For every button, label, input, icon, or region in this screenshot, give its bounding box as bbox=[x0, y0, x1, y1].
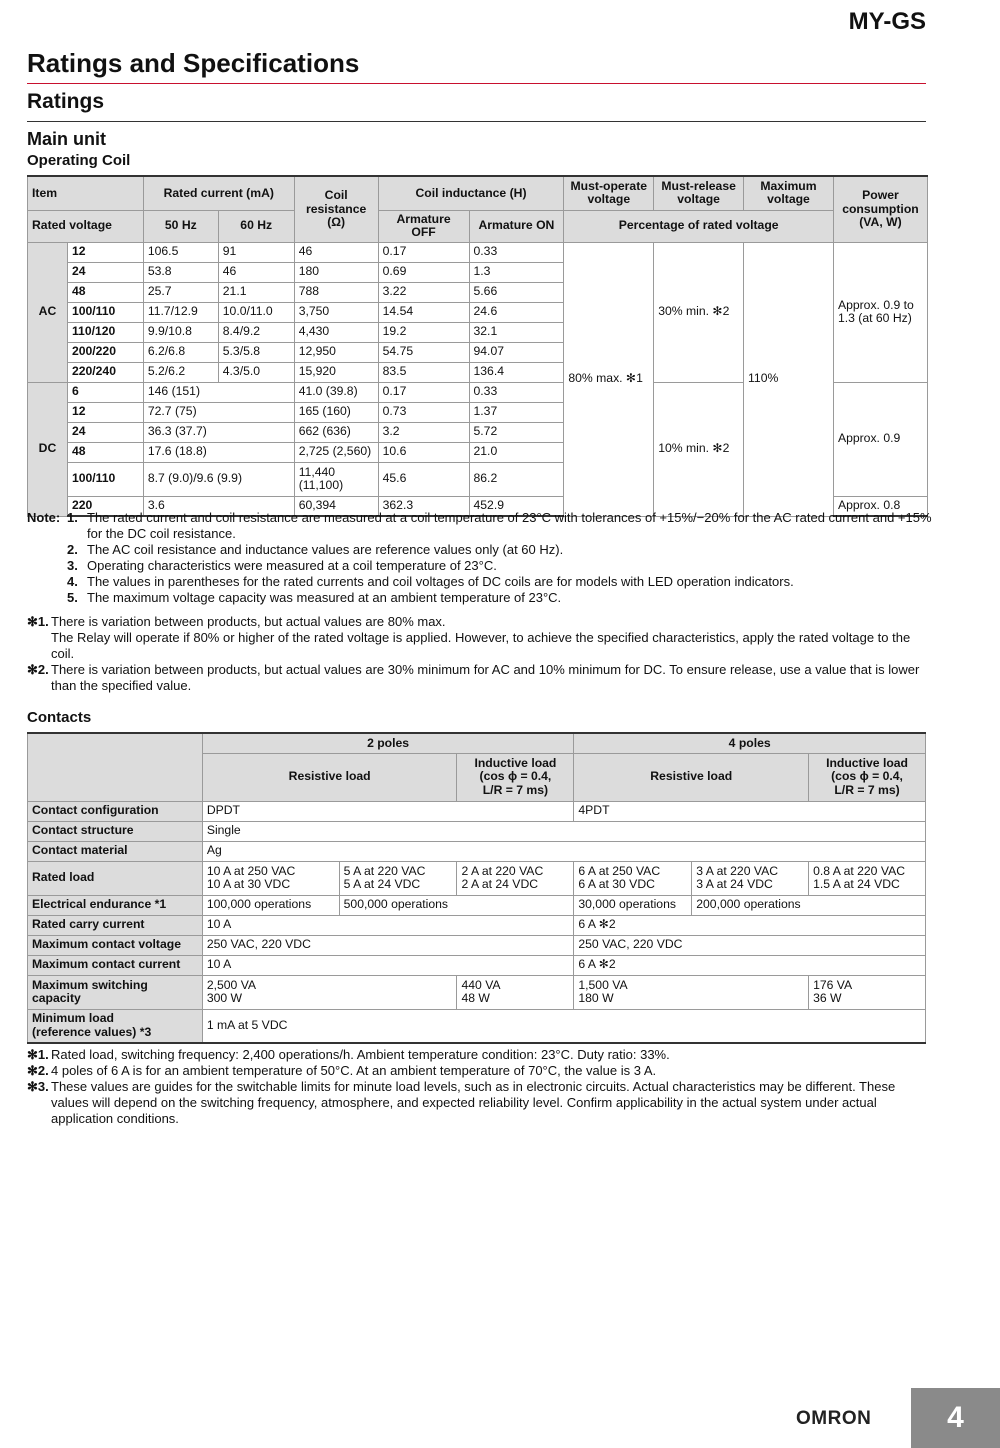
table-cell: 10 A bbox=[202, 955, 574, 975]
header-rated-current: Rated current (mA) bbox=[143, 176, 294, 210]
table-cell: Single bbox=[202, 821, 925, 841]
table-cell: 86.2 bbox=[469, 462, 564, 496]
cell-line: 1.5 A at 24 VDC bbox=[813, 877, 900, 891]
table-cell: 12 bbox=[67, 242, 143, 262]
table-cell bbox=[574, 861, 692, 895]
cell-line: 2,500 VA bbox=[206, 977, 257, 992]
table-cell: 0.73 bbox=[378, 402, 469, 422]
table-cell: 24 bbox=[67, 422, 143, 442]
footnote-mark: ✻1. bbox=[27, 614, 49, 629]
row-label-max-voltage: Maximum contact voltage bbox=[28, 935, 203, 955]
table-cell bbox=[692, 861, 809, 895]
table-cell: 14.54 bbox=[378, 302, 469, 322]
must-operate-value: 80% max. ✻1 bbox=[564, 242, 654, 516]
cell-line: 2 A at 220 VAC bbox=[461, 863, 544, 878]
table-cell: 48 bbox=[67, 442, 143, 462]
row-label-structure: Contact structure bbox=[28, 821, 203, 841]
note-text: The AC coil resistance and inductance values are reference values only (at 60 Hz). bbox=[87, 542, 564, 557]
cell-line: 48 W bbox=[461, 991, 490, 1005]
table-cell bbox=[809, 975, 926, 1009]
header-2poles: 2 poles bbox=[202, 733, 574, 753]
coil-table bbox=[27, 175, 928, 517]
table-cell: 106.5 bbox=[143, 242, 218, 262]
inductive-line: (cos ϕ = 0.4, bbox=[831, 769, 903, 784]
table-cell: 100/110 bbox=[67, 462, 143, 496]
note-label: Note: bbox=[27, 510, 61, 525]
table-cell: 1.3 bbox=[469, 262, 564, 282]
table-cell: 1.37 bbox=[469, 402, 564, 422]
header-percentage: Percentage of rated voltage bbox=[564, 210, 834, 242]
table-cell: 500,000 operations bbox=[339, 895, 574, 915]
inductive-line: L/R = 7 ms) bbox=[482, 782, 549, 797]
header-armature-on: Armature ON bbox=[469, 210, 564, 242]
footnote-mark: ✻2. bbox=[27, 1063, 49, 1078]
header-must-operate: Must-operate voltage bbox=[564, 176, 654, 210]
header-max-voltage: Maximum voltage bbox=[744, 176, 834, 210]
table-cell: 0.17 bbox=[378, 242, 469, 262]
table-cell: 10.6 bbox=[378, 442, 469, 462]
row-label-carry: Rated carry current bbox=[28, 915, 203, 935]
label-line: Minimum load bbox=[32, 1011, 114, 1026]
cell-line: 300 W bbox=[206, 991, 243, 1005]
dc-power-220-value: Approx. 0.8 bbox=[833, 496, 927, 516]
table-cell: 41.0 (39.8) bbox=[294, 382, 378, 402]
ac-power-value: Approx. 0.9 to 1.3 (at 60 Hz) bbox=[833, 242, 927, 382]
table-cell: 15,920 bbox=[294, 362, 378, 382]
inductive-line: L/R = 7 ms) bbox=[834, 782, 900, 797]
table-cell: 36.3 (37.7) bbox=[143, 422, 294, 442]
header-50hz: 50 Hz bbox=[143, 210, 218, 242]
ac-must-release-value: 30% min. ✻2 bbox=[654, 242, 744, 382]
table-cell: 94.07 bbox=[469, 342, 564, 362]
note-text: The rated current and coil resistance are measured at a coil temperature of 23°C with tolerances of +15%/−20% for the AC rated current and +15% for the DC coil resistance. bbox=[87, 510, 932, 541]
table-cell: 165 (160) bbox=[294, 402, 378, 422]
note-number: 3. bbox=[67, 558, 78, 573]
header-resistive-4p: Resistive load bbox=[574, 753, 809, 801]
row-label-switching bbox=[28, 975, 203, 1009]
table-cell: 10 A bbox=[202, 915, 574, 935]
table-cell: 0.69 bbox=[378, 262, 469, 282]
page-title: Ratings and Specifications bbox=[27, 48, 360, 78]
table-cell: 0.33 bbox=[469, 382, 564, 402]
table-cell: 4PDT bbox=[574, 801, 926, 821]
table-cell: 48 bbox=[67, 282, 143, 302]
table-cell bbox=[457, 975, 574, 1009]
table-cell: 17.6 (18.8) bbox=[143, 442, 294, 462]
table-cell: 136.4 bbox=[469, 362, 564, 382]
table-cell: 250 VAC, 220 VDC bbox=[202, 935, 574, 955]
inductive-line: (cos ϕ = 0.4, bbox=[479, 769, 552, 784]
table-cell: 11,440 (11,100) bbox=[294, 462, 378, 496]
header-must-release: Must-release voltage bbox=[654, 176, 744, 210]
cell-line: 6 A at 250 VAC bbox=[578, 863, 661, 878]
table-cell: 5.2/6.2 bbox=[143, 362, 218, 382]
note-text: Operating characteristics were measured at a coil temperature of 23°C. bbox=[87, 558, 497, 573]
inductive-line: Inductive load bbox=[826, 755, 909, 770]
table-cell: 4,430 bbox=[294, 322, 378, 342]
table-cell: 100,000 operations bbox=[202, 895, 339, 915]
table-cell: 3.6 bbox=[143, 496, 294, 516]
table-cell: 200/220 bbox=[67, 342, 143, 362]
table-cell: 362.3 bbox=[378, 496, 469, 516]
table-cell: 24 bbox=[67, 262, 143, 282]
table-cell: 250 VAC, 220 VDC bbox=[574, 935, 926, 955]
table-cell: 4.3/5.0 bbox=[218, 362, 294, 382]
table-cell: 452.9 bbox=[469, 496, 564, 516]
table-cell: 180 bbox=[294, 262, 378, 282]
table-cell: 54.75 bbox=[378, 342, 469, 362]
table-cell: 32.1 bbox=[469, 322, 564, 342]
page-number: 4 bbox=[911, 1388, 1000, 1448]
inductive-line: Inductive load bbox=[474, 755, 557, 770]
note-number: 5. bbox=[67, 590, 78, 605]
header-inductive-4p bbox=[809, 753, 926, 801]
dc-power-value: Approx. 0.9 bbox=[833, 382, 927, 496]
footnote-text: Rated load, switching frequency: 2,400 operations/h. Ambient temperature condition: 23°C. Duty ratio: 33%. bbox=[51, 1047, 670, 1062]
table-cell: 10.0/11.0 bbox=[218, 302, 294, 322]
omron-logo: OMRON bbox=[796, 1408, 872, 1429]
table-cell: 25.7 bbox=[143, 282, 218, 302]
table-cell: 220 bbox=[67, 496, 143, 516]
dc-label: DC bbox=[28, 382, 68, 516]
cell-line: 36 W bbox=[813, 991, 842, 1005]
table-cell: 6.2/6.8 bbox=[143, 342, 218, 362]
table-cell: 45.6 bbox=[378, 462, 469, 496]
table-cell: 2,725 (2,560) bbox=[294, 442, 378, 462]
note-number: 4. bbox=[67, 574, 78, 589]
label-line: capacity bbox=[32, 991, 81, 1005]
dc-must-release-value: 10% min. ✻2 bbox=[654, 382, 744, 516]
table-cell: 9.9/10.8 bbox=[143, 322, 218, 342]
subsection-heading: Main unit bbox=[27, 129, 106, 149]
table-cell: 662 (636) bbox=[294, 422, 378, 442]
table-cell: 21.1 bbox=[218, 282, 294, 302]
row-label-material: Contact material bbox=[28, 841, 203, 861]
footnote-text: These values are guides for the switchable limits for minute load levels, such as in electronic circuits. Actual characteristics may be different. These values will depend on the switching frequency, atmosphere, and expected reliability level. Confirm applicability in the actual system under actual application conditions. bbox=[51, 1079, 896, 1126]
footnote-mark: ✻1. bbox=[27, 1047, 49, 1062]
table-cell bbox=[457, 861, 574, 895]
cell-line: 10 A at 30 VDC bbox=[206, 877, 291, 891]
table-cell: DPDT bbox=[202, 801, 574, 821]
table-cell: 100/110 bbox=[67, 302, 143, 322]
table-cell: 5.66 bbox=[469, 282, 564, 302]
table-cell: 30,000 operations bbox=[574, 895, 692, 915]
max-voltage-value: 110% bbox=[744, 242, 834, 516]
table-cell: 3.2 bbox=[378, 422, 469, 442]
header-power: Power consumption (VA, W) bbox=[833, 176, 927, 242]
table-cell: 72.7 (75) bbox=[143, 402, 294, 422]
row-label-config: Contact configuration bbox=[28, 801, 203, 821]
table-cell: 91 bbox=[218, 242, 294, 262]
title-rule bbox=[27, 83, 926, 84]
table-cell: 11.7/12.9 bbox=[143, 302, 218, 322]
cell-line: 5 A at 220 VAC bbox=[343, 863, 426, 878]
cell-line: 6 A at 30 VDC bbox=[578, 877, 655, 891]
note-number: 2. bbox=[67, 542, 78, 557]
table-cell: 5.3/5.8 bbox=[218, 342, 294, 362]
footnote-text: The Relay will operate if 80% or higher of the rated voltage is applied. However, to achieve the specified characteristics, apply the rated voltage to the coil. bbox=[51, 630, 911, 661]
note-number: 1. bbox=[67, 510, 78, 525]
header-armature-off: Armature OFF bbox=[378, 210, 469, 242]
table-cell: 21.0 bbox=[469, 442, 564, 462]
section-heading: Ratings bbox=[27, 90, 105, 113]
table-cell bbox=[809, 861, 926, 895]
row-label-rated-load: Rated load bbox=[28, 861, 203, 895]
cell-line: 2 A at 24 VDC bbox=[461, 877, 539, 891]
row-label-endurance: Electrical endurance *1 bbox=[28, 895, 203, 915]
footnote-text: There is variation between products, but actual values are 30% minimum for AC and 10% minimum for DC. To ensure release, use a value that is lower than the specified value. bbox=[51, 662, 920, 693]
table-cell: 12,950 bbox=[294, 342, 378, 362]
table-cell: 83.5 bbox=[378, 362, 469, 382]
table-cell: 0.17 bbox=[378, 382, 469, 402]
contacts-table bbox=[27, 732, 926, 1044]
contacts-heading: Contacts bbox=[27, 709, 92, 726]
cell-line: 180 W bbox=[578, 991, 614, 1005]
coil-heading: Operating Coil bbox=[27, 152, 131, 169]
footnote-mark: ✻3. bbox=[27, 1079, 49, 1094]
table-cell: 53.8 bbox=[143, 262, 218, 282]
ac-label: AC bbox=[28, 242, 68, 382]
table-cell: 19.2 bbox=[378, 322, 469, 342]
table-cell: 3,750 bbox=[294, 302, 378, 322]
cell-line: 176 VA bbox=[813, 977, 853, 992]
footnote-text: There is variation between products, but actual values are 80% max. bbox=[51, 614, 446, 629]
header-60hz: 60 Hz bbox=[218, 210, 294, 242]
series-name: MY-GS bbox=[848, 8, 926, 35]
section-rule bbox=[27, 121, 926, 122]
cell-line: 0.8 A at 220 VAC bbox=[813, 863, 905, 878]
cell-line: 3 A at 24 VDC bbox=[696, 877, 773, 891]
contacts-footnotes bbox=[27, 1047, 932, 1127]
table-cell bbox=[202, 861, 339, 895]
table-cell bbox=[339, 861, 457, 895]
table-cell: Ag bbox=[202, 841, 925, 861]
footnote-text: 4 poles of 6 A is for an ambient temperature of 50°C. At an ambient temperature of 70°C, the value is 3 A. bbox=[51, 1063, 657, 1078]
table-cell: 8.7 (9.0)/9.6 (9.9) bbox=[143, 462, 294, 496]
cell-line: 1,500 VA bbox=[578, 977, 628, 992]
table-cell: 200,000 operations bbox=[692, 895, 926, 915]
cell-line: 3 A at 220 VAC bbox=[696, 863, 779, 878]
corner-cell bbox=[28, 733, 203, 801]
table-cell: 46 bbox=[218, 262, 294, 282]
note-text: The maximum voltage capacity was measured at an ambient temperature of 23°C. bbox=[87, 590, 562, 605]
row-label-max-current: Maximum contact current bbox=[28, 955, 203, 975]
table-cell: 60,394 bbox=[294, 496, 378, 516]
table-cell bbox=[202, 975, 457, 1009]
table-cell: 146 (151) bbox=[143, 382, 294, 402]
table-cell: 220/240 bbox=[67, 362, 143, 382]
table-cell: 788 bbox=[294, 282, 378, 302]
table-cell: 1 mA at 5 VDC bbox=[202, 1009, 925, 1043]
header-coil-inductance: Coil inductance (H) bbox=[378, 176, 564, 210]
note-text: The values in parentheses for the rated currents and coil voltages of DC coils are for models with LED operation indicators. bbox=[87, 574, 794, 589]
table-cell: 12 bbox=[67, 402, 143, 422]
header-item: Item bbox=[28, 176, 144, 210]
header-inductive-2p bbox=[457, 753, 574, 801]
table-cell: 3.22 bbox=[378, 282, 469, 302]
label-line: Maximum switching bbox=[32, 977, 148, 992]
table-cell: 46 bbox=[294, 242, 378, 262]
cell-line: 5 A at 24 VDC bbox=[343, 877, 421, 891]
table-cell: 0.33 bbox=[469, 242, 564, 262]
table-cell: 6 A ✻2 bbox=[574, 915, 926, 935]
row-label-min-load bbox=[28, 1009, 203, 1043]
table-cell: 6 A ✻2 bbox=[574, 955, 926, 975]
table-cell: 5.72 bbox=[469, 422, 564, 442]
header-rated-voltage: Rated voltage bbox=[28, 210, 144, 242]
table-cell: 6 bbox=[67, 382, 143, 402]
header-coil-resistance: Coil resistance (Ω) bbox=[294, 176, 378, 242]
cell-line: 440 VA bbox=[461, 977, 501, 992]
header-resistive-2p: Resistive load bbox=[202, 753, 457, 801]
footnote-mark: ✻2. bbox=[27, 662, 49, 677]
table-cell: 8.4/9.2 bbox=[218, 322, 294, 342]
table-cell: 110/120 bbox=[67, 322, 143, 342]
cell-line: 10 A at 250 VAC bbox=[206, 863, 296, 878]
coil-notes bbox=[27, 510, 932, 694]
table-cell bbox=[574, 975, 809, 1009]
table-cell: 24.6 bbox=[469, 302, 564, 322]
label-line: (reference values) *3 bbox=[32, 1024, 152, 1039]
header-4poles: 4 poles bbox=[574, 733, 926, 753]
